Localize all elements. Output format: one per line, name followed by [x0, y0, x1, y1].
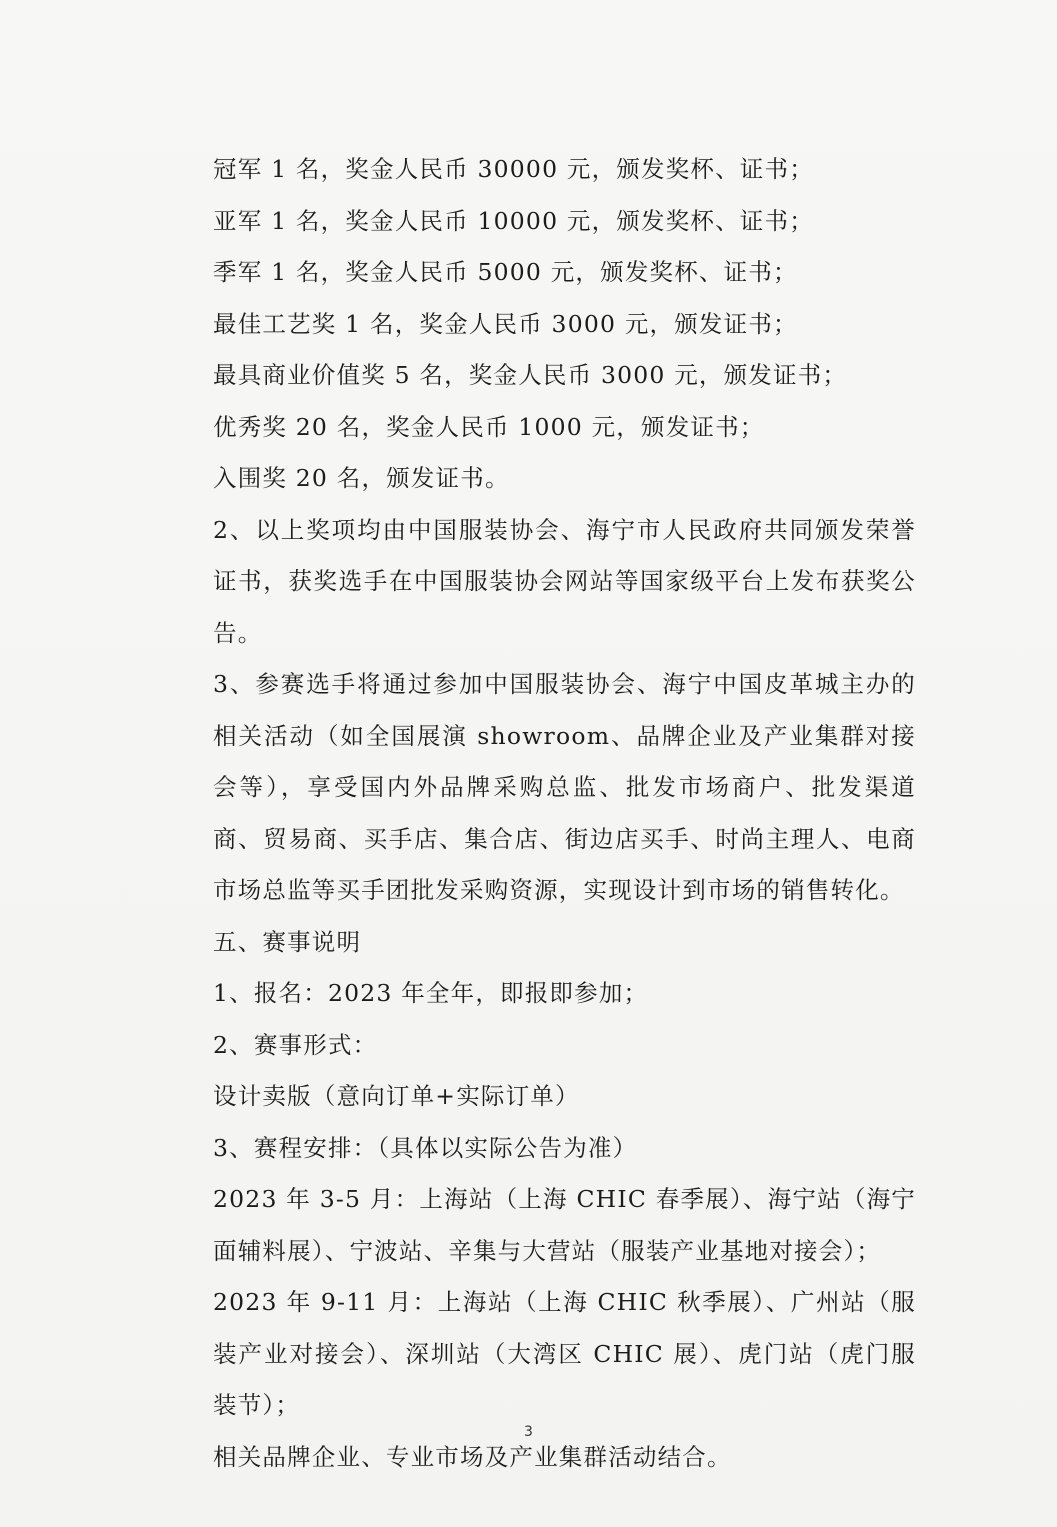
- award-champion: 冠军 1 名，奖金人民币 30000 元，颁发奖杯、证书；: [213, 155, 814, 183]
- schedule-spring: 2023 年 3-5 月：上海站（上海 CHIC 春季展）、海宁站（海宁面辅料展）、宁波站、辛集与大营站（服装产业基地对接会）；: [213, 1185, 916, 1265]
- item-registration: 1、报名：2023 年全年，即报即参加；: [213, 979, 649, 1007]
- item-schedule: 3、赛程安排：（具体以实际公告为准）: [213, 1133, 638, 1162]
- document-body: [166, 144, 916, 1483]
- page-number: 3: [524, 1424, 533, 1440]
- paragraph-certificate: 2、以上奖项均由中国服装协会、海宁市人民政府共同颁发荣誉证书，获奖选手在中国服装协会网站等国家级平台上发布获奖公告。: [213, 515, 916, 647]
- award-best-craft: 最佳工艺奖 1 名，奖金人民币 3000 元，颁发证书；: [213, 309, 798, 338]
- award-finalist: 入围奖 20 名，颁发证书。: [213, 464, 510, 492]
- award-third-place: 季军 1 名，奖金人民币 5000 元，颁发奖杯、证书；: [213, 258, 798, 286]
- award-runner-up: 亚军 1 名，奖金人民币 10000 元，颁发奖杯、证书；: [213, 206, 814, 235]
- award-commercial-value: 最具商业价值奖 5 名，奖金人民币 3000 元，颁发证书；: [213, 361, 848, 389]
- item-format-detail: 设计卖版（意向订单+实际订单）: [213, 1082, 580, 1110]
- award-excellence: 优秀奖 20 名，奖金人民币 1000 元，颁发证书；: [213, 412, 765, 441]
- paragraph-activities: 3、参赛选手将通过参加中国服装协会、海宁中国皮革城主办的相关活动（如全国展演 showroom、品牌企业及产业集群对接会等），享受国内外品牌采购总监、批发市场商户、批发渠道商、贸易商、买手店、集合店、街边店买手、时尚主理人、电商市场总监等买手团批发采购资源，实现设计到市场的销售转化。: [213, 670, 916, 904]
- schedule-autumn: 2023 年 9-11 月：上海站（上海 CHIC 秋季展）、广州站（服装产业对接会）、深圳站（大湾区 CHIC 展）、虎门站（虎门服装节）；: [213, 1288, 916, 1419]
- section-heading: 五、赛事说明: [213, 927, 362, 956]
- schedule-related: 相关品牌企业、专业市场及产业集群活动结合。: [213, 1442, 732, 1471]
- item-format: 2、赛事形式：: [213, 1030, 378, 1059]
